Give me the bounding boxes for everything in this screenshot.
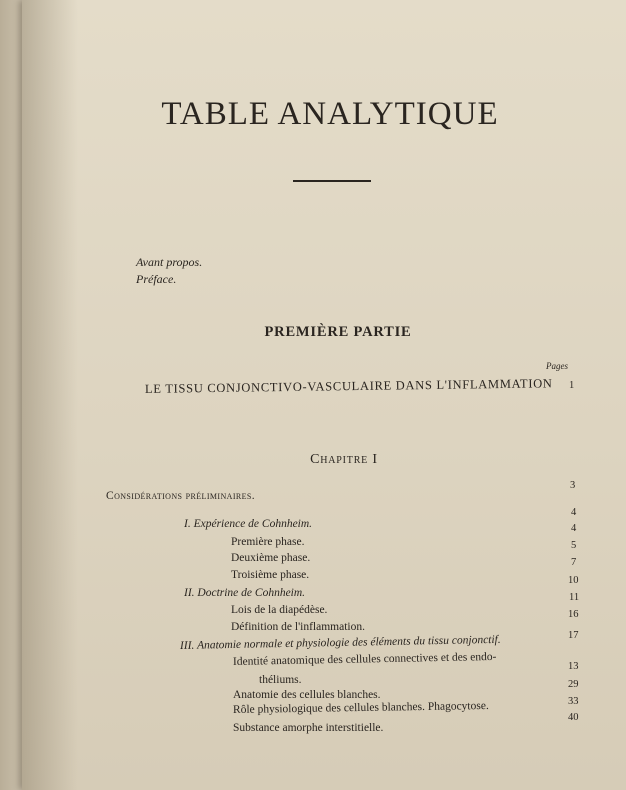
toc-page-identite: 13 [568,661,579,672]
toc-entry-identite-line2: théliums. [259,674,302,686]
toc-page-definition: 16 [568,609,579,620]
toc-text-experience: I. Expérience de Cohnheim. [184,518,313,530]
toc-front-avant-propos: Avant propos. [136,255,203,269]
section-title: LE TISSU CONJONCTIVO-VASCULAIRE DANS L'INFLAMMATION [144,376,553,396]
toc-entry-role: Rôle physiologique des cellules blanches. Phagocytose. [232,699,489,716]
toc-entry-doctrine: II. Doctrine de Cohnheim. [184,587,306,599]
toc-entry-anatomie: III. Anatomie normale et physiologie des éléments du tissu conjonctif. [179,633,501,652]
toc-page-premiere: 4 [571,523,577,534]
toc-page-deuxieme: 5 [571,540,577,551]
toc-page-role: 33 [568,696,579,707]
toc-entry-considerations: Considérations préliminaires. [106,490,256,502]
toc-entry-deuxieme: Deuxième phase. [231,552,311,564]
toc-page-lois: 11 [569,592,580,603]
page-title: TABLE ANALYTIQUE [161,96,499,132]
toc-entry-cellules: Anatomie des cellules blanches. [233,689,381,701]
toc-page-considerations: 3 [570,480,576,491]
toc-front-preface: Préface. [136,272,177,286]
toc-entry-experience [184,519,312,531]
title-rule [293,180,371,182]
toc-page-cellules: 29 [568,679,579,690]
toc-page-doctrine: 10 [568,575,579,586]
toc-entry-identite-line1: Identité anatomique des cellules connectives et des endo- [232,650,497,668]
toc-page-substance: 40 [568,712,579,723]
section-page: 1 [569,380,575,391]
toc-page-experience: 4 [571,507,577,518]
toc-page-troisieme: 7 [571,557,577,568]
toc-entry-premiere: Première phase. [231,536,305,548]
toc-entry-substance: Substance amorphe interstitielle. [233,722,384,734]
chapter-heading: Chapitre I [310,452,378,467]
toc-entry-troisieme: Troisième phase. [231,569,310,581]
toc-page-anatomie: 17 [568,630,579,641]
pages-label: Pages [546,361,568,371]
toc-entry-definition: Définition de l'inflammation. [231,621,365,633]
toc-entry-lois: Lois de la diapédèse. [231,604,328,616]
part-title: PREMIÈRE PARTIE [264,324,412,340]
